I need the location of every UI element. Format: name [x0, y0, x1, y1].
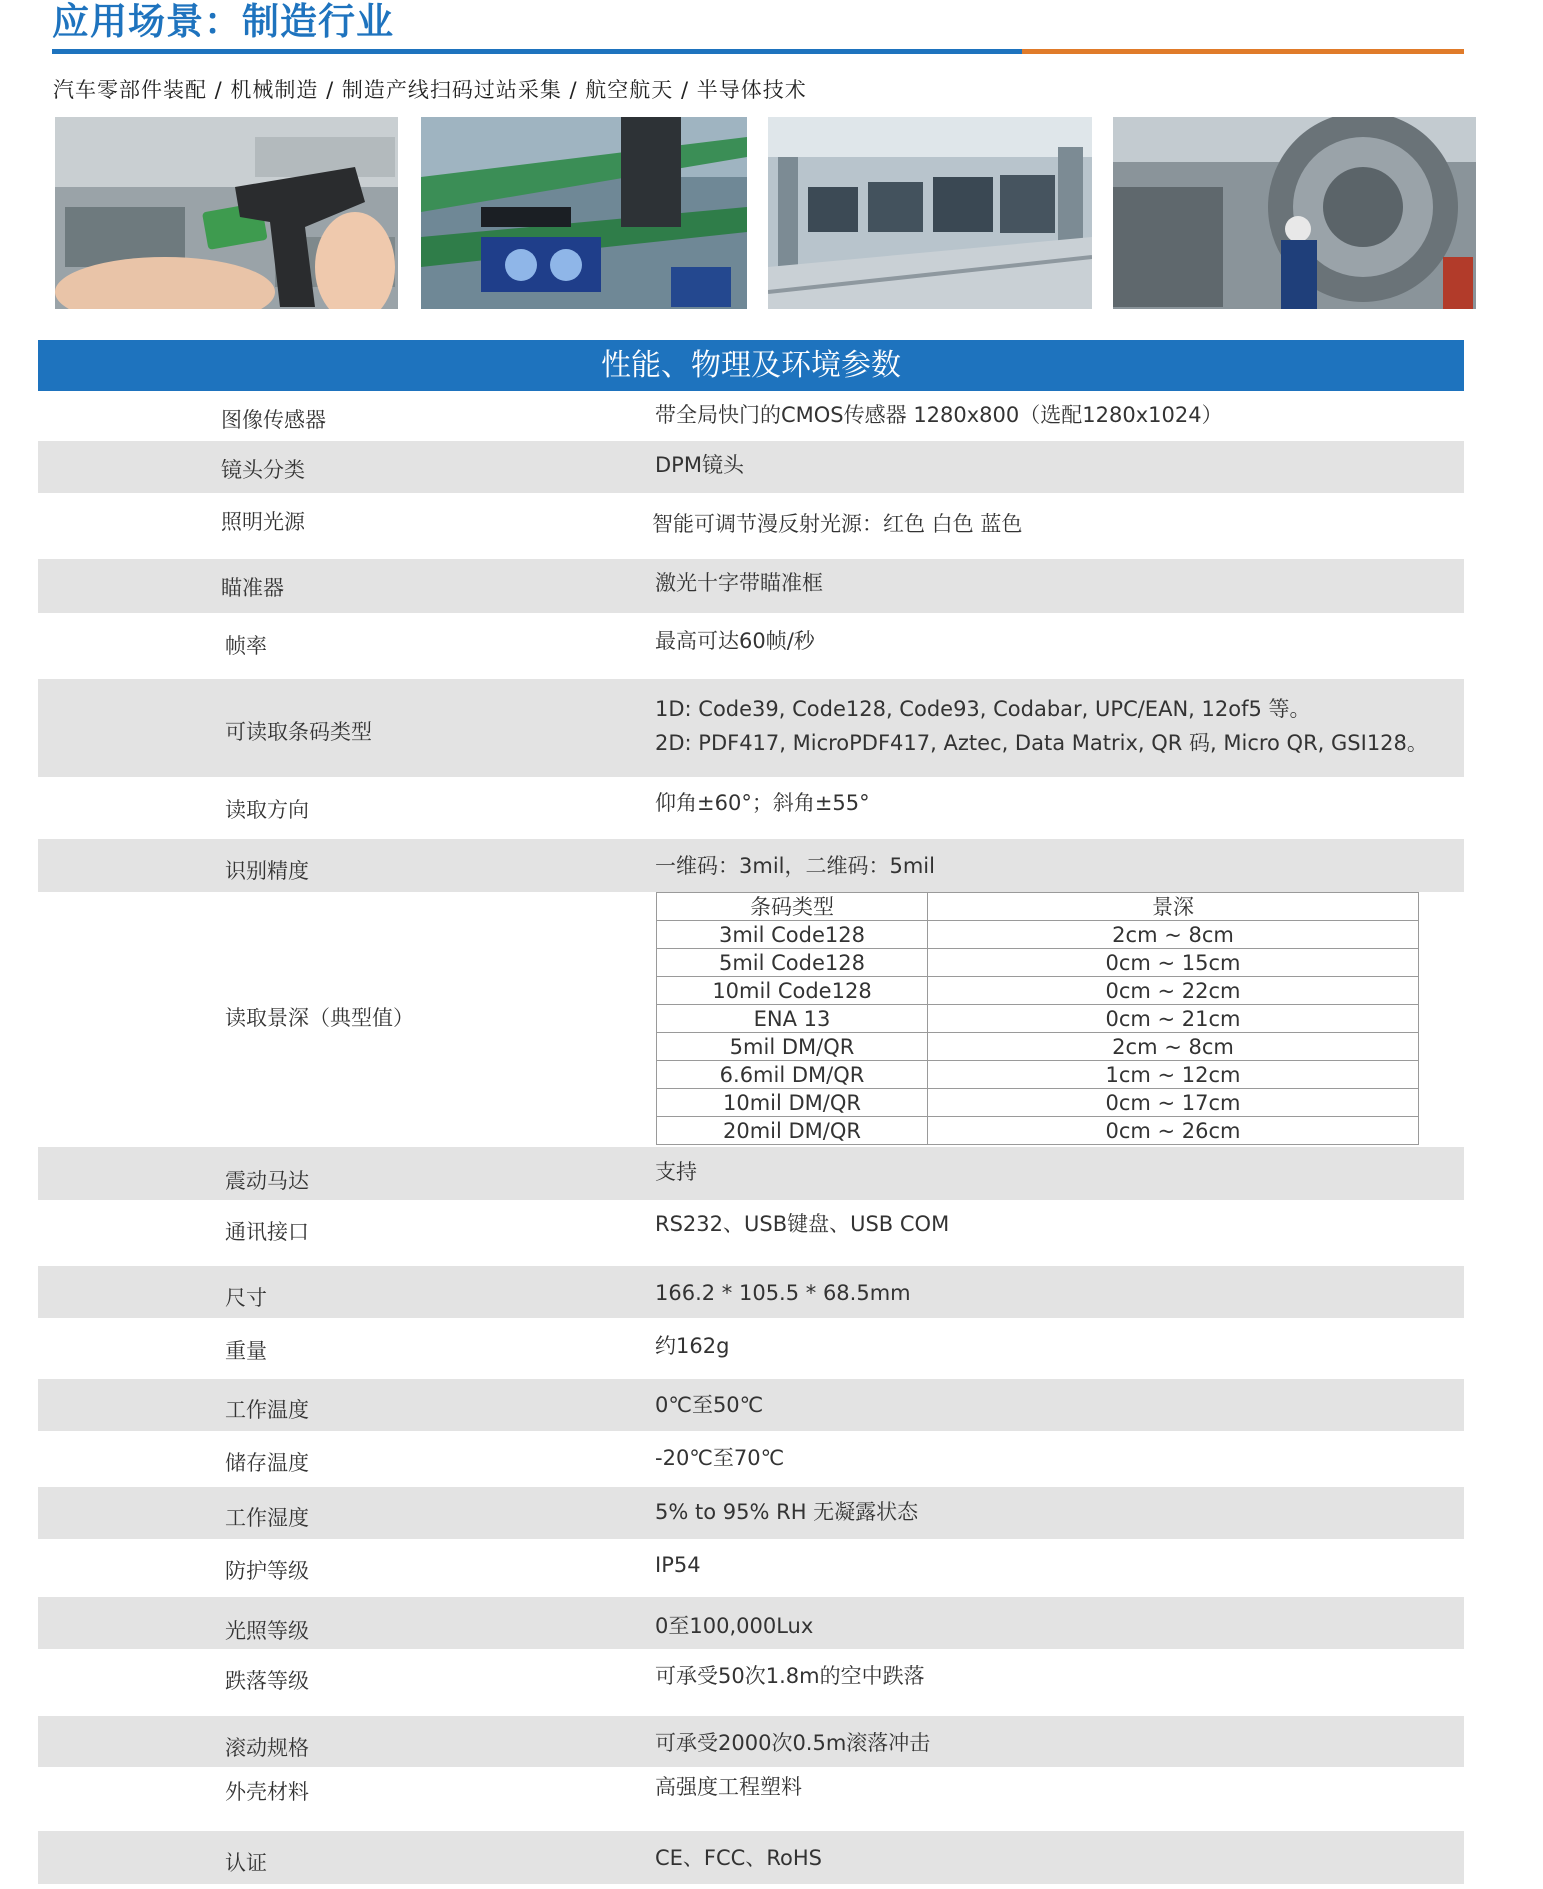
spec-row — [38, 1649, 1464, 1716]
spec-row — [38, 1487, 1464, 1539]
spec-label: 跌落等级 — [225, 1669, 309, 1693]
spec-row — [38, 559, 1464, 613]
spec-label: 通讯接口 — [225, 1220, 309, 1244]
depth-cell: 0cm ~ 21cm — [928, 1005, 1419, 1033]
spec-value: 5% to 95% RH 无凝露状态 — [655, 1500, 919, 1524]
spec-row — [38, 1597, 1464, 1649]
specs-section-title: 性能、物理及环境参数 — [38, 340, 1464, 391]
spec-label: 图像传感器 — [221, 408, 326, 432]
spec-value: 仰角±60°；斜角±55° — [655, 791, 870, 815]
spec-value: 0℃至50℃ — [655, 1393, 764, 1417]
barcode-type-cell: 10mil DM/QR — [657, 1089, 928, 1117]
spec-value: 带全局快门的CMOS传感器 1280x800（选配1280x1024） — [655, 403, 1223, 427]
table-header-row — [657, 893, 1419, 921]
spec-label: 认证 — [225, 1851, 267, 1875]
photo-engine-assembly — [768, 117, 1092, 309]
spec-label: 储存温度 — [225, 1451, 309, 1475]
depth-of-field-table — [656, 892, 1419, 1145]
spec-label: 光照等级 — [225, 1619, 309, 1643]
spec-value: 高强度工程塑料 — [655, 1775, 802, 1799]
column-header-depth: 景深 — [928, 893, 1419, 921]
spec-row — [38, 1318, 1464, 1379]
spec-value: 支持 — [655, 1160, 697, 1184]
spec-label: 可读取条码类型 — [225, 720, 372, 744]
spec-row — [38, 1539, 1464, 1597]
depth-cell: 2cm ~ 8cm — [928, 1033, 1419, 1061]
spec-label: 读取方向 — [225, 798, 309, 822]
spec-label: 滚动规格 — [225, 1736, 309, 1760]
spec-value: 智能可调节漫反射光源：红色 白色 蓝色 — [652, 512, 1023, 536]
barcode-type-cell: 5mil DM/QR — [657, 1033, 928, 1061]
spec-row — [38, 1200, 1464, 1266]
spec-row — [38, 493, 1464, 559]
spec-value: 约162g — [655, 1334, 730, 1358]
table-row — [657, 1033, 1419, 1061]
photo-production-line — [421, 117, 747, 309]
photo-aerospace-engine — [1113, 117, 1476, 309]
depth-cell: 0cm ~ 15cm — [928, 949, 1419, 977]
spec-label: 尺寸 — [225, 1286, 267, 1310]
spec-value: 激光十字带瞄准框 — [655, 571, 823, 595]
spec-label: 工作湿度 — [225, 1506, 309, 1530]
spec-row — [38, 1266, 1464, 1318]
spec-row — [38, 1831, 1464, 1884]
spec-label: 重量 — [225, 1339, 267, 1363]
spec-value: 可承受2000次0.5m滚落冲击 — [655, 1731, 931, 1755]
spec-value: RS232、USB键盘、USB COM — [655, 1212, 950, 1236]
table-row — [657, 977, 1419, 1005]
spec-value: 166.2 * 105.5 * 68.5mm — [655, 1281, 911, 1305]
table-row — [657, 921, 1419, 949]
spec-value: DPM镜头 — [655, 453, 744, 477]
spec-label: 识别精度 — [225, 859, 309, 883]
spec-label: 帧率 — [225, 634, 267, 658]
application-scenarios: 汽车零部件装配 / 机械制造 / 制造产线扫码过站采集 / 航空航天 / 半导体技术 — [53, 78, 807, 102]
spec-value: CE、FCC、RoHS — [655, 1846, 822, 1870]
title-divider-orange — [1022, 49, 1464, 54]
barcode-type-cell: 6.6mil DM/QR — [657, 1061, 928, 1089]
spec-value: 一维码：3mil，二维码：5mil — [655, 854, 935, 878]
spec-row — [38, 1147, 1464, 1200]
spec-row — [38, 1431, 1464, 1487]
title-divider-blue — [52, 49, 1022, 54]
spec-row — [38, 1379, 1464, 1431]
barcode-type-cell: 5mil Code128 — [657, 949, 928, 977]
spec-row — [38, 839, 1464, 892]
depth-cell: 0cm ~ 22cm — [928, 977, 1419, 1005]
spec-label: 震动马达 — [225, 1169, 309, 1193]
barcode-type-cell: 3mil Code128 — [657, 921, 928, 949]
spec-value: 最高可达60帧/秒 — [655, 629, 815, 653]
spec-value: IP54 — [655, 1553, 701, 1577]
barcode-type-cell: 10mil Code128 — [657, 977, 928, 1005]
barcode-type-cell: ENA 13 — [657, 1005, 928, 1033]
table-row — [657, 1005, 1419, 1033]
spec-row — [38, 679, 1464, 777]
depth-cell: 1cm ~ 12cm — [928, 1061, 1419, 1089]
depth-cell: 0cm ~ 26cm — [928, 1117, 1419, 1145]
spec-row — [38, 777, 1464, 839]
depth-cell: 0cm ~ 17cm — [928, 1089, 1419, 1117]
spec-row — [38, 1716, 1464, 1767]
spec-label: 照明光源 — [221, 510, 305, 534]
spec-row — [38, 613, 1464, 679]
page-title: 应用场景：制造行业 — [52, 0, 394, 43]
photo-barcode-scanner-hands — [55, 117, 398, 309]
spec-row — [38, 391, 1464, 441]
table-row — [657, 1117, 1419, 1145]
spec-row — [38, 1767, 1464, 1831]
depth-cell: 2cm ~ 8cm — [928, 921, 1419, 949]
spec-value: 0至100,000Lux — [655, 1614, 814, 1638]
spec-label: 瞄准器 — [221, 576, 284, 600]
spec-label: 镜头分类 — [221, 458, 305, 482]
barcode-type-cell: 20mil DM/QR — [657, 1117, 928, 1145]
table-row — [657, 949, 1419, 977]
spec-value: -20℃至70℃ — [655, 1446, 785, 1470]
spec-value-1d: 1D: Code39, Code128, Code93, Codabar, UPC/EAN, 12of5 等。 — [655, 697, 1311, 721]
spec-label: 工作温度 — [225, 1398, 309, 1422]
table-row — [657, 1089, 1419, 1117]
spec-row — [38, 441, 1464, 493]
spec-label: 读取景深（典型值） — [225, 1006, 414, 1030]
spec-value: 可承受50次1.8m的空中跌落 — [655, 1664, 925, 1688]
spec-label: 防护等级 — [225, 1559, 309, 1583]
column-header-barcode-type: 条码类型 — [657, 893, 928, 921]
spec-value-2d: 2D: PDF417, MicroPDF417, Aztec, Data Matrix, QR 码, Micro QR, GSI128。 — [655, 731, 1428, 755]
spec-label: 外壳材料 — [225, 1780, 309, 1804]
table-row — [657, 1061, 1419, 1089]
